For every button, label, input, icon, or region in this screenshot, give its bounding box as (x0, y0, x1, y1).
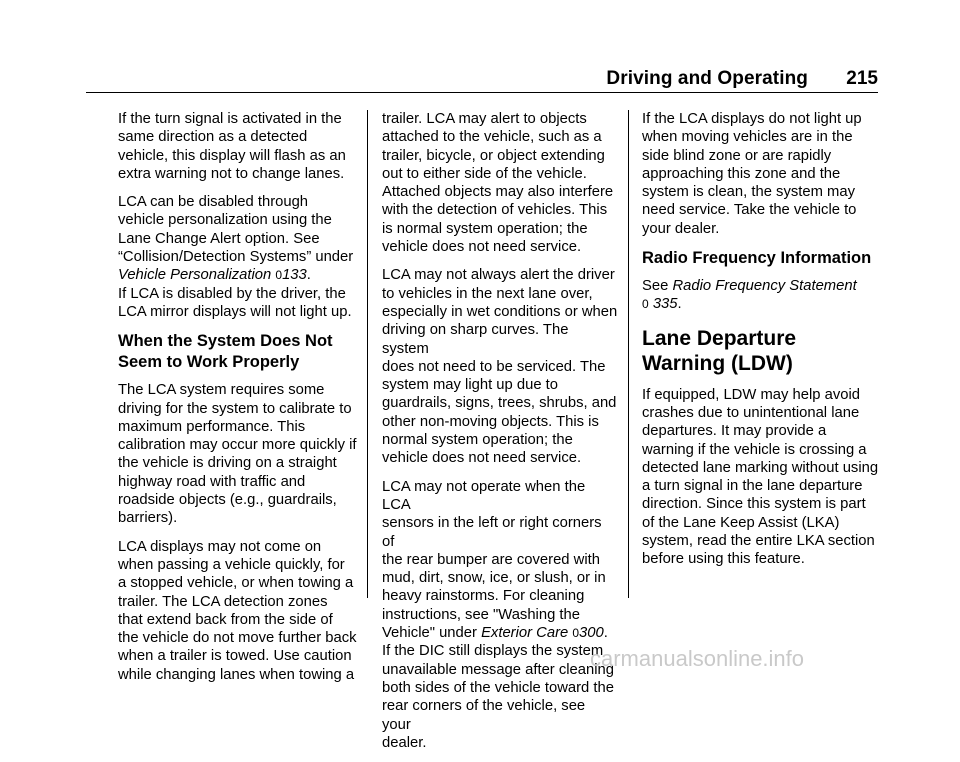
column-divider (367, 110, 368, 598)
cross-reference[interactable]: Vehicle Personalization 0133 (118, 267, 307, 284)
page-arrow-icon: 0 (275, 268, 283, 283)
section-heading: When the System Does Not Seem to Work Properly (118, 332, 333, 372)
paragraph: LCA can be disabled through vehicle personalization using the Lane Change Alert option. See “Collision/Detection Systems” under Vehicle Personalization 0133. (118, 194, 354, 284)
watermark: carmanualsonline.info (590, 646, 805, 671)
cross-reference[interactable]: Exterior Care 0300 (481, 625, 604, 642)
paragraph: The LCA system requires some driving for the system to calibrate to maximum performance. This calibration may occur more quickly if the vehicle is driving on a straight highway road with traffic and roadside objects (e.g., guardrails, barriers). (118, 382, 357, 527)
paragraph: If the turn signal is activated in the same direction as a detected vehicle, this display will flash as an extra warning not to change lanes. (118, 111, 346, 182)
paragraph: LCA may not operate when the LCA sensors in the left or right corners of the rear bumper are covered with mud, dirt, snow, ice, or slush, or in heavy rainstorms. For cleaning instructions, see "Washing the Vehicle" under Exterior Care 0300. (382, 478, 608, 642)
header-rule (86, 92, 878, 93)
paragraph: If the DIC still displays the system unavailable message after cleaning both sides of the vehicle toward the rear corners of the vehicle, see your dealer. (382, 643, 614, 751)
section-heading: Radio Frequency Information (642, 249, 872, 268)
paragraph: If equipped, LDW may help avoid crashes due to unintentional lane departures. It may provide a warning if the vehicle is crossing a detected lane marking without using a turn signal in the lane departure direction. Since this system is part of the Lane Keep Assist (LKA) system, read the entire LKA section before using this feature. (642, 386, 879, 568)
paragraph: LCA displays may not come on when passing a vehicle quickly, for a stopped vehicle, or when towing a trailer. The LCA detection zones that extend back from the side of the vehicle do not move further back when a trailer is towed. Use caution while changing lanes when towing a (118, 538, 357, 683)
cross-reference[interactable]: Radio Frequency Statement 0 335 (642, 278, 857, 313)
page-number: 215 (846, 68, 878, 89)
page-arrow-icon: 0 (642, 297, 649, 312)
section-title: Driving and Operating (606, 68, 808, 89)
page-arrow-icon: 0 (572, 626, 580, 641)
column-3 (642, 110, 882, 579)
chapter-heading: Lane Departure Warning (LDW) (642, 326, 797, 375)
paragraph: trailer. LCA may alert to objects attached to the vehicle, such as a trailer, bicycle, or object extending out to either side of the vehicle. Attached objects may also interfere with the detection of vehicles. This is normal system operation; the vehicle does not need service. (382, 111, 614, 256)
column-1 (118, 110, 386, 694)
paragraph: If the LCA displays do not light up when moving vehicles are in the side blind zone or are rapidly approaching this zone and the system is clean, the system may need service. Take the vehicle to your dealer. (642, 111, 862, 237)
paragraph: LCA may not always alert the driver to vehicles in the next lane over, especially in wet conditions or when driving on sharp curves. The system does not need to be serviced. The system may light up due to guardrails, signs, trees, shrubs, and other non-moving objects. This is normal system operation; the vehicle does not need service. (382, 267, 618, 467)
column-divider (628, 110, 629, 598)
column-2 (382, 110, 618, 762)
paragraph: See Radio Frequency Statement 0 335. (642, 278, 857, 313)
paragraph: If LCA is disabled by the driver, the LCA mirror displays will not light up. (118, 285, 352, 320)
